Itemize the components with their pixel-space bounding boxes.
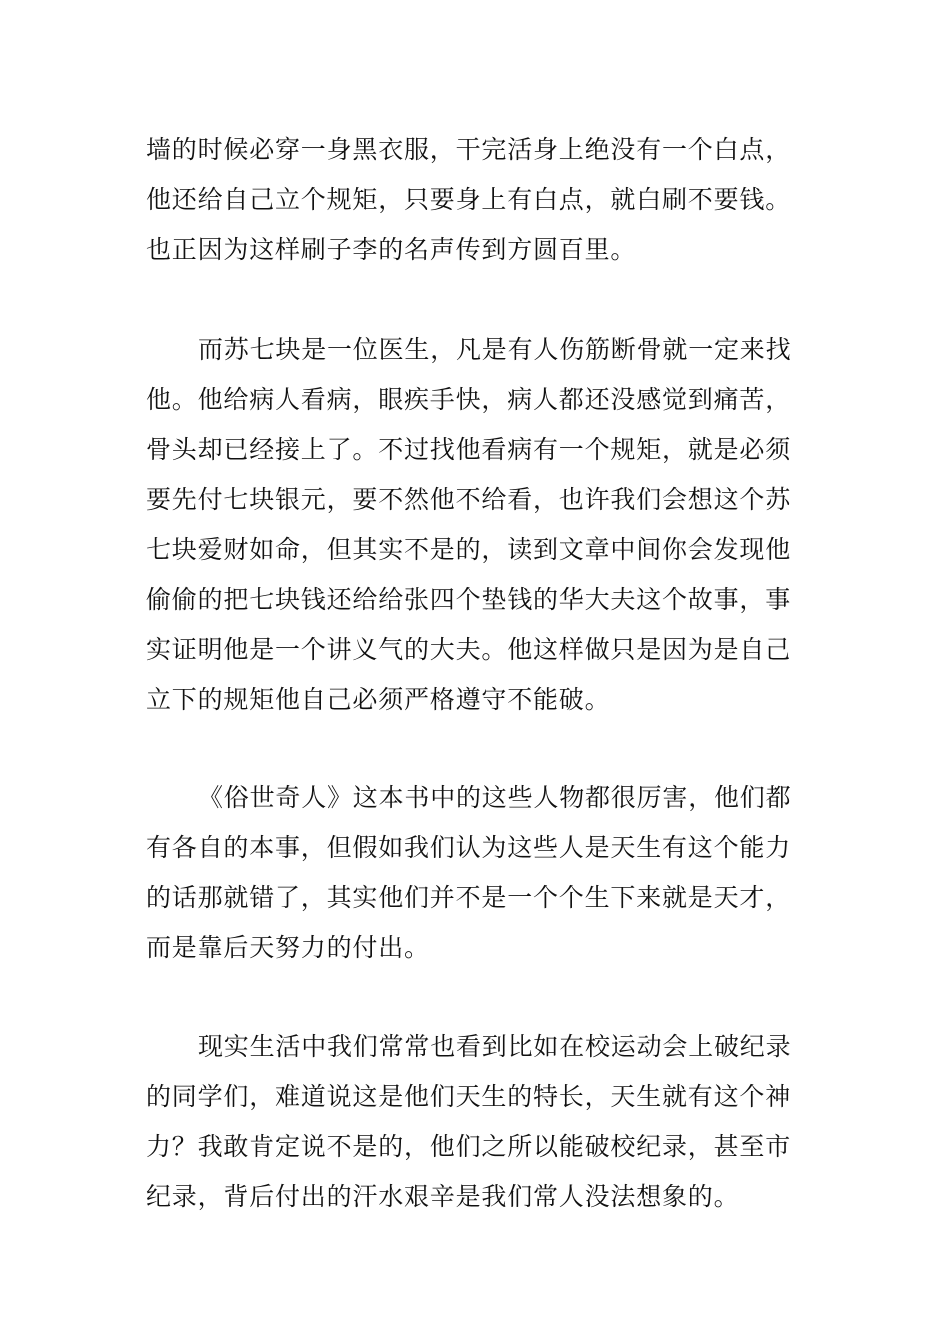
- paragraph-4: [146, 1022, 810, 1222]
- paragraph-2: [146, 325, 810, 725]
- paragraph-line: 而是靠后天努力的付出。: [146, 933, 430, 962]
- paragraph-line: 立下的规矩他自己必须严格遵守不能破。: [146, 685, 611, 714]
- paragraph-line: 偷偷的把七块钱还给给张四个垫钱的华大夫这个故事，事: [146, 585, 792, 614]
- paragraph-line: 《俗世奇人》这本书中的这些人物都很厉害，他们都: [198, 783, 792, 812]
- paragraph-line: 有各自的本事，但假如我们认为这些人是天生有这个能力: [146, 833, 792, 862]
- paragraph-3: [146, 773, 810, 973]
- paragraph-line: 的同学们，难道说这是他们天生的特长，天生就有这个神: [146, 1082, 792, 1111]
- paragraph-line: 墙的时候必穿一身黑衣服，干完活身上绝没有一个白点，: [146, 135, 792, 164]
- paragraph-line: 力？我敢肯定说不是的，他们之所以能破校纪录，甚至市: [146, 1132, 792, 1161]
- paragraph-line: 他还给自己立个规矩，只要身上有白点，就白刷不要钱。: [146, 185, 792, 214]
- paragraph-line: 的话那就错了，其实他们并不是一个个生下来就是天才，: [146, 883, 792, 912]
- paragraph-1: [146, 125, 810, 275]
- paragraph-line: 七块爱财如命，但其实不是的，读到文章中间你会发现他: [146, 535, 792, 564]
- paragraph-line: 纪录，背后付出的汗水艰辛是我们常人没法想象的。: [146, 1182, 740, 1211]
- paragraph-line: 要先付七块银元，要不然他不给看，也许我们会想这个苏: [146, 485, 792, 514]
- paragraph-line: 现实生活中我们常常也看到比如在校运动会上破纪录: [198, 1032, 792, 1061]
- paragraph-line: 而苏七块是一位医生，凡是有人伤筋断骨就一定来找: [198, 335, 792, 364]
- paragraph-line: 也正因为这样刷子李的名声传到方圆百里。: [146, 235, 637, 264]
- paragraph-line: 他。他给病人看病，眼疾手快，病人都还没感觉到痛苦，: [146, 385, 792, 414]
- paragraph-line: 实证明他是一个讲义气的大夫。他这样做只是因为是自己: [146, 635, 792, 664]
- paragraph-line: 骨头却已经接上了。不过找他看病有一个规矩，就是必须: [146, 435, 792, 464]
